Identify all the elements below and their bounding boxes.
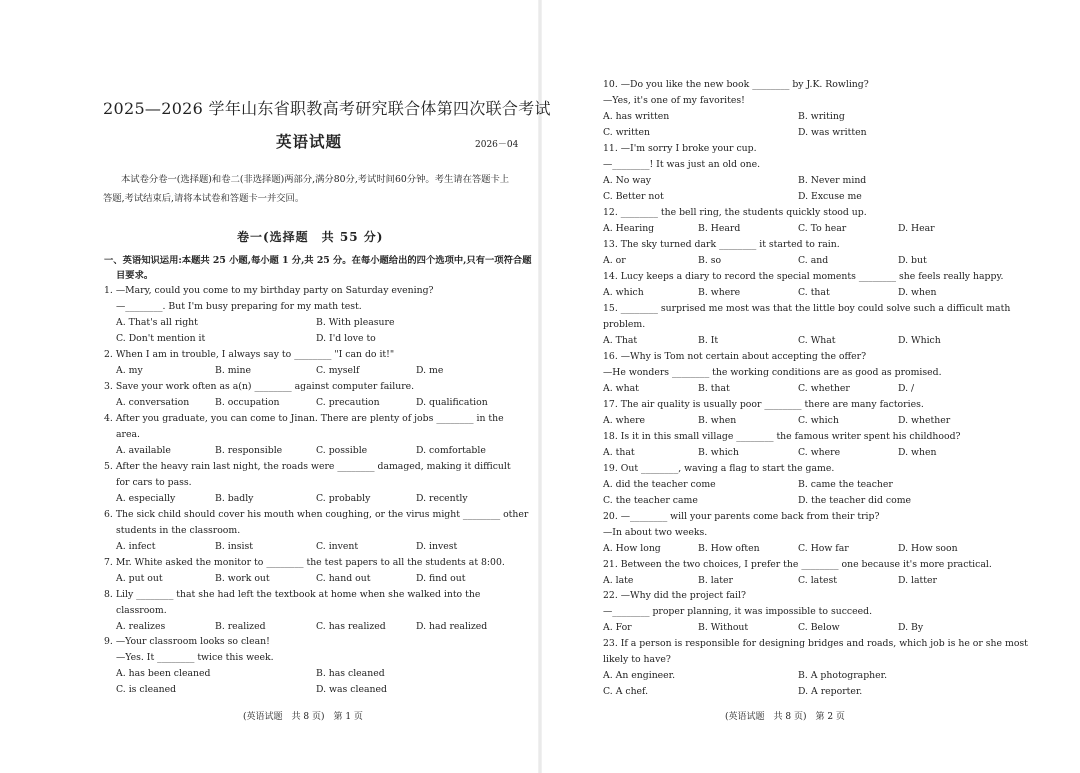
answer-option: A. An engineer. xyxy=(603,670,676,681)
answer-option: B. which xyxy=(698,447,739,458)
answer-option: D. but xyxy=(898,255,927,266)
answer-option: A. late xyxy=(603,575,634,586)
answer-option: C. Don't mention it xyxy=(116,333,206,344)
answer-option: D. Which xyxy=(898,335,941,346)
answer-option: A. my xyxy=(116,365,143,376)
answer-option: D. qualification xyxy=(416,397,488,408)
answer-option: C. which xyxy=(798,415,839,426)
question-stem: 14. Lucy keeps a diary to record the special moments ________ she feels really happy. xyxy=(603,271,1004,282)
answer-option: B. How often xyxy=(698,543,760,554)
answer-option: C. hand out xyxy=(316,573,371,584)
answer-option: B. so xyxy=(698,255,722,266)
question-stem: 17. The air quality is usually poor ________ there are many factories. xyxy=(603,399,924,410)
answer-option: D. was written xyxy=(798,127,867,138)
answer-option: A. that xyxy=(603,447,635,458)
answer-option: D. How soon xyxy=(898,543,958,554)
question-stem: 22. —Why did the project fail? xyxy=(603,590,746,601)
question-text: —________! It was just an old one. xyxy=(603,159,761,170)
answer-option: C. has realized xyxy=(316,621,386,632)
section-instruction: 一、英语知识运用:本题共 25 小题,每小题 1 分,共 25 分。在每小题给出的四个选项中,只有一项符合题目要求。 xyxy=(104,255,532,281)
answer-option: D. By xyxy=(898,622,924,633)
answer-option: B. work out xyxy=(215,573,270,584)
exam-intro: 本试卷分卷一(选择题)和卷二(非选择题)两部分,满分80分,考试时间60分钟。考生请在答题卡上答题,考试结束后,请将本试卷和答题卡一并交回。 xyxy=(103,174,510,204)
question-text: for cars to pass. xyxy=(116,477,192,488)
answer-option: A. what xyxy=(603,383,639,394)
answer-option: D. I'd love to xyxy=(316,333,376,344)
question-stem: 9. —Your classroom looks so clean! xyxy=(104,636,270,647)
answer-option: B. It xyxy=(698,335,719,346)
question-stem: 4. After you graduate, you can come to Jinan. There are plenty of jobs ________ in the xyxy=(104,413,504,424)
question-text: —Yes. It ________ twice this week. xyxy=(116,652,274,663)
answer-option: C. and xyxy=(798,255,829,266)
answer-option: B. has cleaned xyxy=(316,668,385,679)
answer-option: A. For xyxy=(603,622,632,633)
answer-option: A. That's all right xyxy=(116,317,198,328)
answer-option: B. when xyxy=(698,415,737,426)
question-text: —________. But I'm busy preparing for my math test. xyxy=(116,301,362,312)
answer-option: A. which xyxy=(603,287,644,298)
question-text: —He wonders ________ the working conditions are as good as promised. xyxy=(603,367,942,378)
exam-date-code: 2026－04 xyxy=(475,140,519,150)
answer-option: A. where xyxy=(603,415,646,426)
question-stem: 8. Lily ________ that she had left the textbook at home when she walked into the xyxy=(104,589,481,600)
answer-option: C. myself xyxy=(316,365,360,376)
page-footer: (英语试题 共 8 页) 第 2 页 xyxy=(725,712,845,722)
answer-option: A. infect xyxy=(116,541,156,552)
answer-option: D. latter xyxy=(898,575,937,586)
exam-page-2 xyxy=(540,0,1080,773)
answer-option: D. when xyxy=(898,447,937,458)
answer-option: A. especially xyxy=(116,493,176,504)
answer-option: C. invent xyxy=(316,541,359,552)
question-stem: 11. —I'm sorry I broke your cup. xyxy=(603,143,757,154)
question-stem: 12. ________ the bell ring, the students quickly stood up. xyxy=(603,207,867,218)
answer-option: B. later xyxy=(698,575,733,586)
answer-option: B. realized xyxy=(215,621,266,632)
answer-option: D. was cleaned xyxy=(316,684,387,695)
answer-option: A. or xyxy=(603,255,626,266)
answer-option: C. written xyxy=(603,127,651,138)
answer-option: B. occupation xyxy=(215,397,280,408)
answer-option: A. No way xyxy=(603,175,652,186)
answer-option: A. has written xyxy=(603,111,670,122)
question-stem: 6. The sick child should cover his mouth when coughing, or the virus might ________ other xyxy=(104,509,529,520)
question-stem: 1. —Mary, could you come to my birthday party on Saturday evening? xyxy=(104,285,434,296)
answer-option: A. did the teacher come xyxy=(603,479,716,490)
answer-option: A. conversation xyxy=(116,397,190,408)
answer-option: A. Hearing xyxy=(603,223,655,234)
answer-option: B. badly xyxy=(215,493,254,504)
answer-option: C. Below xyxy=(798,622,840,633)
answer-option: C. possible xyxy=(316,445,368,456)
exam-title: 2025—2026 学年山东省职教高考研究联合体第四次联合考试 xyxy=(103,99,551,118)
answer-option: B. insist xyxy=(215,541,253,552)
question-stem: 21. Between the two choices, I prefer the ________ one because it's more practical. xyxy=(603,559,992,570)
exam-subtitle: 英语试题 xyxy=(276,132,343,151)
answer-option: C. To hear xyxy=(798,223,847,234)
question-stem: 2. When I am in trouble, I always say to ________ "I can do it!" xyxy=(104,349,395,360)
answer-option: A. realizes xyxy=(116,621,166,632)
answer-option: D. recently xyxy=(416,493,468,504)
answer-option: C. What xyxy=(798,335,836,346)
question-stem: 5. After the heavy rain last night, the roads were ________ damaged, making it difficult xyxy=(104,461,511,472)
answer-option: C. probably xyxy=(316,493,371,504)
answer-option: C. Better not xyxy=(603,191,664,202)
question-stem: 18. Is it in this small village ________ the famous writer spent his childhood? xyxy=(603,431,961,442)
question-text: —Yes, it's one of my favorites! xyxy=(603,95,745,106)
answer-option: C. precaution xyxy=(316,397,380,408)
answer-option: C. How far xyxy=(798,543,849,554)
answer-option: D. had realized xyxy=(416,621,488,632)
answer-option: B. A photographer. xyxy=(798,670,888,681)
question-stem: 16. —Why is Tom not certain about accepting the offer? xyxy=(603,351,867,362)
question-text: area. xyxy=(116,429,140,440)
question-stem: 20. —________ will your parents come back from their trip? xyxy=(603,511,880,522)
answer-option: B. that xyxy=(698,383,730,394)
question-text: classroom. xyxy=(116,605,167,616)
answer-option: B. came the teacher xyxy=(798,479,893,490)
question-stem: 13. The sky turned dark ________ it started to rain. xyxy=(603,239,840,250)
page-footer: (英语试题 共 8 页) 第 1 页 xyxy=(243,712,363,722)
question-text: students in the classroom. xyxy=(116,525,241,536)
answer-option: B. Heard xyxy=(698,223,741,234)
answer-option: C. A chef. xyxy=(603,686,649,697)
answer-option: C. that xyxy=(798,287,830,298)
answer-option: A. available xyxy=(116,445,171,456)
question-stem: 3. Save your work often as a(n) ________ against computer failure. xyxy=(104,381,415,392)
question-stem: 15. ________ surprised me most was that the little boy could solve such a difficult math xyxy=(603,303,1011,314)
answer-option: D. the teacher did come xyxy=(798,495,912,506)
answer-option: C. is cleaned xyxy=(116,684,177,695)
question-text: —________ proper planning, it was impossible to succeed. xyxy=(603,606,873,617)
question-text: problem. xyxy=(603,319,646,330)
answer-option: D. Excuse me xyxy=(798,191,862,202)
answer-option: B. Never mind xyxy=(798,175,867,186)
answer-option: D. find out xyxy=(416,573,466,584)
question-stem: 7. Mr. White asked the monitor to ________ the test papers to all the students at 8:00. xyxy=(104,557,505,568)
answer-option: B. responsible xyxy=(215,445,283,456)
question-stem: 23. If a person is responsible for designing bridges and roads, which job is he or she most xyxy=(603,638,1028,649)
answer-option: A. has been cleaned xyxy=(116,668,211,679)
answer-option: C. where xyxy=(798,447,841,458)
answer-option: D. Hear xyxy=(898,223,935,234)
answer-option: B. mine xyxy=(215,365,252,376)
question-text: likely to have? xyxy=(603,654,671,665)
question-stem: 19. Out ________, waving a flag to start the game. xyxy=(603,463,835,474)
answer-option: C. whether xyxy=(798,383,850,394)
answer-option: B. With pleasure xyxy=(316,317,395,328)
answer-option: D. when xyxy=(898,287,937,298)
answer-option: D. comfortable xyxy=(416,445,486,456)
answer-option: A. That xyxy=(603,335,638,346)
answer-option: C. latest xyxy=(798,575,837,586)
answer-option: B. Without xyxy=(698,622,749,633)
answer-option: B. where xyxy=(698,287,741,298)
answer-option: D. A reporter. xyxy=(798,686,863,697)
answer-option: B. writing xyxy=(798,111,845,122)
question-text: —In about two weeks. xyxy=(603,527,708,538)
answer-option: D. whether xyxy=(898,415,951,426)
answer-option: D. / xyxy=(898,383,915,394)
question-stem: 10. —Do you like the new book ________ by J.K. Rowling? xyxy=(603,79,869,90)
answer-option: D. me xyxy=(416,365,444,376)
answer-option: C. the teacher came xyxy=(603,495,698,506)
answer-option: D. invest xyxy=(416,541,458,552)
answer-option: A. How long xyxy=(603,543,661,554)
part-one-heading: 卷一(选择题 共 55 分) xyxy=(237,230,384,244)
answer-option: A. put out xyxy=(116,573,163,584)
